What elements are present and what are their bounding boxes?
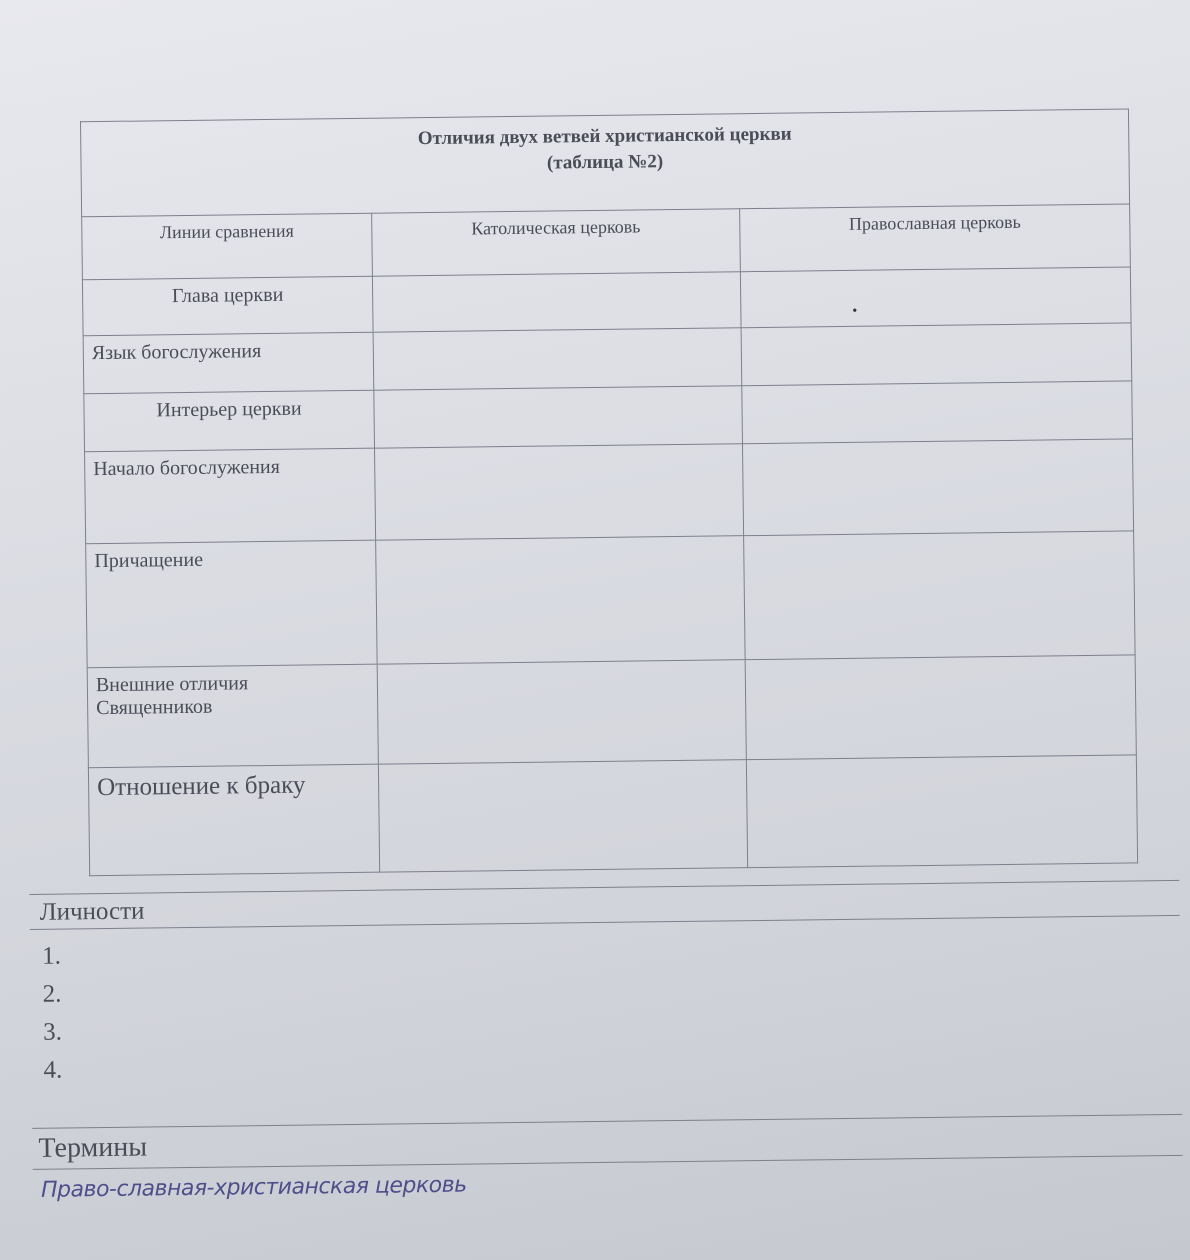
personalities-title: Личности [29,881,1179,930]
cell-catholic[interactable] [375,444,744,540]
table-row [86,531,1135,668]
table-row [88,755,1137,876]
cell-orthodox[interactable] [745,655,1136,760]
terms-title: Термины [32,1115,1182,1170]
table-title [81,109,1130,217]
cell-orthodox[interactable] [740,267,1131,328]
cell-orthodox[interactable] [741,323,1132,386]
cell-orthodox[interactable] [742,381,1133,444]
row-label-communion: Причащение [86,540,377,668]
table-row [85,439,1134,544]
table-title-line1: Отличия двух ветвей христианской церкви [417,123,792,150]
cell-catholic[interactable] [374,386,743,448]
row-label-priest-line2: Священников [96,695,213,720]
list-item[interactable]: 4. [43,1056,63,1084]
list-item[interactable]: 3. [42,1018,63,1046]
table-title-line2: (таблица №2) [546,151,664,174]
row-label-church-interior: Интерьер церкви [84,390,375,452]
terms-handwritten-note[interactable]: Право-славная-христианская церковь [40,1172,467,1203]
cell-orthodox[interactable] [744,531,1136,660]
personalities-list [30,916,1182,1129]
cell-orthodox[interactable] [742,439,1133,536]
header-catholic-church: Католическая церковь [372,209,741,276]
header-orthodox-church: Православная церковь [740,204,1131,272]
cell-catholic[interactable] [372,272,741,332]
cell-catholic[interactable] [373,328,742,390]
comparison-table [80,108,1138,876]
row-label-service-start: Начало богослужения [85,448,376,544]
cell-orthodox[interactable] [746,755,1137,868]
list-item[interactable]: 2. [42,980,62,1008]
lower-sections [29,880,1183,1211]
list-item[interactable]: 1. [42,942,62,970]
cell-catholic[interactable] [377,660,746,764]
cell-catholic[interactable] [376,536,745,664]
row-label-church-head: Глава церкви [82,276,373,336]
header-comparison-lines: Линии сравнения [82,213,373,280]
worksheet [20,108,1184,1260]
cell-catholic[interactable] [378,760,747,872]
table-row [87,655,1136,768]
row-label-marriage: Отношение к браку [88,764,379,876]
row-label-priest-appearance [87,664,378,768]
row-label-priest-line1: Внешние отличия [95,672,249,697]
row-label-service-language: Язык богослужения [83,332,374,394]
ink-mark: • [852,303,858,319]
